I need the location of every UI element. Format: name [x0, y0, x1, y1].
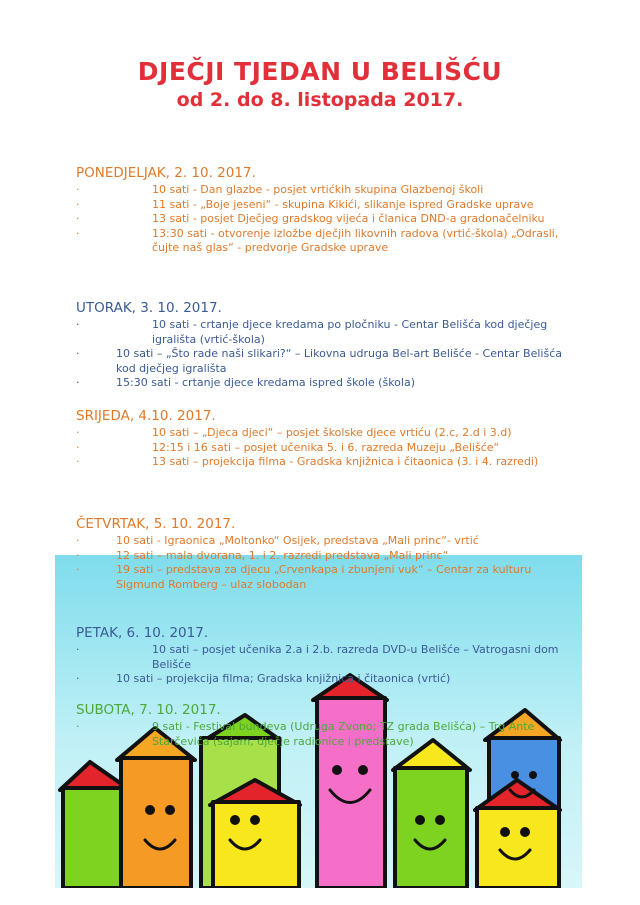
day-heading: SUBOTA, 7. 10. 2017.	[76, 702, 221, 718]
event-item	[76, 183, 576, 198]
event-item	[76, 318, 576, 347]
event-item	[76, 672, 576, 687]
bullet: ·	[76, 376, 80, 389]
event-text: 10 sati - Igraonica „Moltonko“ Osijek, predstava „Mali princ“- vrtić	[116, 534, 479, 547]
poster-subtitle: od 2. do 8. listopada 2017.	[176, 89, 464, 111]
bullet: ·	[76, 455, 80, 468]
bullet: ·	[76, 212, 80, 225]
bullet: ·	[76, 426, 80, 439]
event-text: 10 sati – projekcija filma; Gradska knjižnica i čitaonica (vrtić)	[116, 672, 451, 685]
bullet: ·	[76, 720, 80, 733]
day-saturday	[76, 702, 576, 749]
event-text: 9 sati - Festival bundeva (Udruga Zvono; TZ grada Belišća) – Trg Ante Starčevića (sajam, dječje radionice i predstave)	[152, 720, 535, 748]
day-monday	[76, 165, 576, 256]
event-text: 10 sati – „Djeca djeci“ – posjet školske djece vrtiću (2.c, 2.d i 3.d)	[152, 426, 512, 439]
day-friday	[76, 625, 576, 687]
day-heading: ČETVRTAK, 5. 10. 2017.	[76, 516, 236, 532]
bullet: ·	[76, 534, 80, 547]
event-item	[76, 563, 576, 592]
event-item	[76, 347, 576, 376]
day-heading: SRIJEDA, 4.10. 2017.	[76, 408, 216, 424]
event-text: 15:30 sati - crtanje djece kredama ispred škole (škola)	[116, 376, 416, 389]
day-tuesday	[76, 300, 576, 391]
bullet: ·	[76, 183, 80, 196]
event-text: 10 sati - crtanje djece kredama po pločniku - Centar Belišća kod dječjeg igrališta (vrtić-škola)	[152, 318, 548, 346]
event-text: 10 sati – „Što rade naši slikari?“ – Likovna udruga Bel-art Belišće - Centar Belišća kod dječjeg igrališta	[116, 347, 562, 375]
event-text: 13 sati – projekcija filma - Gradska knjižnica i čitaonica (3. i 4. razredi)	[152, 455, 539, 468]
event-text: 13 sati - posjet Dječjeg gradskog vijeća i članica DND-a gradonačelniku	[152, 212, 545, 225]
event-item	[76, 426, 576, 441]
event-item	[76, 720, 576, 749]
event-item	[76, 376, 576, 391]
event-item	[76, 534, 576, 549]
day-heading: PETAK, 6. 10. 2017.	[76, 625, 209, 641]
poster-title: DJEČJI TJEDAN U BELIŠĆU	[137, 57, 503, 86]
bullet: ·	[76, 440, 80, 454]
event-item	[76, 441, 576, 456]
event-text: 13:30 sati - otvorenje izložbe dječjih likovnih radova (vrtić-škola) „Odrasli, čujte naš glas“ - predvorje Gradske uprave	[152, 226, 559, 254]
bullet: ·	[76, 672, 80, 685]
event-text: 10 sati – posjet učenika 2.a i 2.b. razreda DVD-u Belišće – Vatrogasni dom Belišće	[152, 643, 559, 671]
day-thursday	[76, 516, 576, 592]
bullet: ·	[76, 226, 80, 240]
event-item	[76, 198, 576, 213]
bullet: ·	[76, 548, 80, 562]
bullet: ·	[76, 643, 80, 656]
event-item	[76, 212, 576, 227]
event-text: 12 sati – mala dvorana, 1. i 2. razredi predstava „Mali princ“	[116, 548, 449, 562]
bullet: ·	[76, 318, 80, 331]
event-text: 19 sati – predstava za djecu „Crvenkapa i zbunjeni vuk“ – Centar za kulturu Sigmund Romberg – ulaz slobodan	[116, 563, 532, 591]
event-item	[76, 227, 576, 256]
bullet: ·	[76, 197, 80, 211]
day-heading: UTORAK, 3. 10. 2017.	[76, 300, 222, 316]
bullet: ·	[76, 563, 80, 576]
event-item	[76, 549, 576, 564]
event-text: 12:15 i 16 sati – posjet učenika 5. i 6. razreda Muzeju „Belišće“	[152, 440, 500, 454]
day-wednesday	[76, 408, 576, 470]
event-text: 10 sati - Dan glazbe - posjet vrtićkih skupina Glazbenoj školi	[152, 183, 484, 196]
event-text: 11 sati - „Boje jeseni“ - skupina Kikići, slikanje ispred Gradske uprave	[152, 197, 534, 211]
bullet: ·	[76, 347, 80, 360]
event-item	[76, 455, 576, 470]
event-item	[76, 643, 576, 672]
day-heading: PONEDJELJAK, 2. 10. 2017.	[76, 165, 256, 181]
